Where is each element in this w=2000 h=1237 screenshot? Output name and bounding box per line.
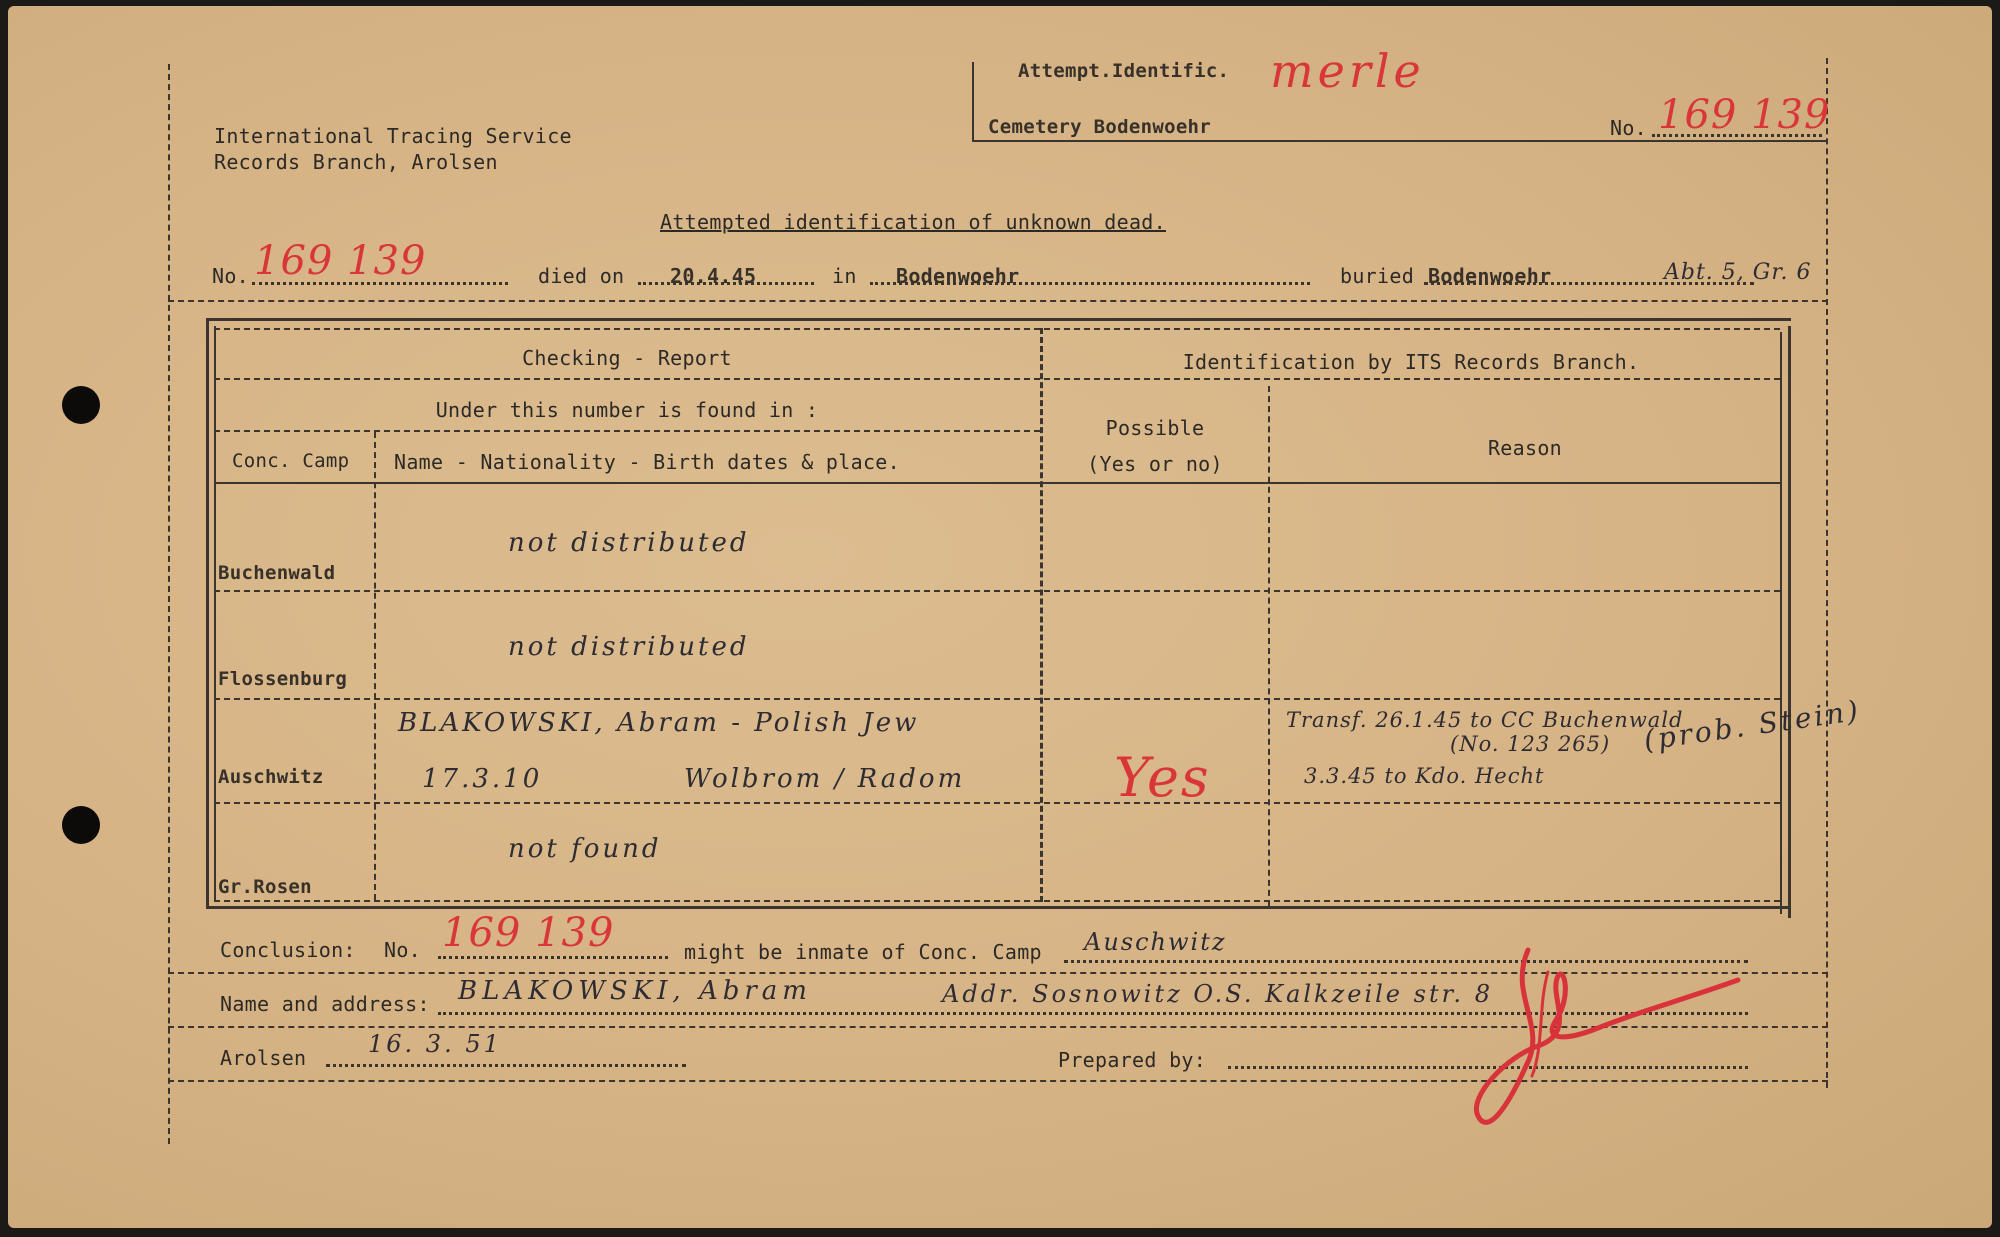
camp-buchenwald: Buchenwald — [218, 562, 336, 584]
record-line-rule — [168, 300, 1828, 302]
address-value: Addr. Sosnowitz O.S. Kalkzeile str. 8 — [942, 980, 1493, 1008]
camp-col-header: Conc. Camp — [232, 450, 350, 472]
row-line-6 — [214, 802, 1780, 804]
entry-auschwitz-name: BLAKOWSKI, Abram - Polish Jew — [398, 708, 920, 738]
camp-auschwitz: Auschwitz — [218, 766, 324, 788]
name-value: BLAKOWSKI, Abram — [458, 976, 812, 1006]
date-value: 16. 3. 51 — [368, 1030, 502, 1058]
name-address-label: Name and address: — [220, 992, 430, 1016]
reason-line-2: (No. 123 265) — [1450, 732, 1611, 756]
left-margin-line — [168, 64, 170, 1144]
conclusion-no-value: 169 139 — [442, 910, 615, 956]
table-left — [206, 318, 209, 908]
col-line-report — [1040, 328, 1043, 902]
camp-flossenburg: Flossenburg — [218, 668, 348, 690]
row-line-3 — [214, 482, 1780, 484]
in-value: Bodenwoehr — [896, 264, 1020, 288]
table-bottom — [206, 906, 1791, 909]
conclusion-no-dots — [438, 956, 668, 959]
camp-grrosen: Gr.Rosen — [218, 876, 312, 898]
died-label: died on — [538, 264, 625, 288]
header-box-bottom — [972, 140, 1828, 142]
table-top — [206, 318, 1791, 321]
inner-right — [1780, 332, 1782, 914]
entry-auschwitz-birthplace: Wolbrom / Radom — [684, 764, 966, 794]
conclusion-no-label: No. — [384, 938, 422, 962]
row-line-1 — [214, 378, 1780, 380]
might-be-text: might be inmate of Conc. Camp — [684, 940, 1042, 964]
record-no-label: No. — [212, 264, 250, 288]
buried-label: buried — [1340, 264, 1415, 288]
entry-buchenwald: not distributed — [508, 528, 750, 558]
conclusion-label: Conclusion: — [220, 938, 356, 962]
col-line-camp — [374, 432, 376, 900]
header-no-value: 169 139 — [1658, 92, 1831, 138]
table-right — [1788, 326, 1791, 918]
possible-header-1: Possible — [1105, 416, 1205, 440]
attempt-handwritten: merle — [1270, 44, 1425, 98]
right-margin-line — [1826, 58, 1828, 1088]
inner-bottom — [214, 900, 1780, 902]
row-line-2 — [214, 430, 1040, 432]
entry-auschwitz-birthdate: 17.3.10 — [422, 764, 543, 794]
name-col-header: Name - Nationality - Birth dates & place. — [394, 450, 900, 474]
red-signature — [1468, 936, 1768, 1136]
record-no-value: 169 139 — [254, 238, 427, 284]
date-dots — [326, 1064, 686, 1067]
cemetery-label: Cemetery Bodenwoehr — [988, 116, 1212, 138]
reason-note: (prob. Stein) — [1641, 693, 1863, 757]
possible-yes: Yes — [1114, 746, 1211, 809]
buried-value: Bodenwoehr — [1428, 264, 1552, 288]
identification-header: Identification by ITS Records Branch. — [1182, 350, 1640, 374]
entry-grrosen: not found — [508, 834, 662, 864]
row-line-4 — [214, 590, 1780, 592]
reason-header: Reason — [1487, 436, 1563, 460]
its-line-1: International Tracing Service — [214, 124, 572, 148]
died-value: 20.4.45 — [670, 264, 757, 288]
row-line-5 — [214, 698, 1780, 700]
punch-hole-top — [62, 386, 100, 424]
reason-line-3: 3.3.45 to Kdo. Hecht — [1304, 764, 1545, 788]
record-card — [8, 6, 1992, 1228]
punch-hole-bottom — [62, 806, 100, 844]
conclusion-camp: Auschwitz — [1084, 928, 1227, 956]
document-title: Attempted identification of unknown dead. — [660, 210, 1166, 234]
grave-value: Abt. 5, Gr. 6 — [1664, 260, 1812, 285]
header-no-label: No. — [1610, 116, 1648, 140]
prepared-by-label: Prepared by: — [1058, 1048, 1207, 1072]
its-line-2: Records Branch, Arolsen — [214, 150, 498, 174]
arolsen-label: Arolsen — [220, 1046, 307, 1070]
attempt-label: Attempt.Identific. — [1018, 60, 1230, 82]
inner-top — [214, 328, 1780, 330]
under-number-header: Under this number is found in : — [435, 398, 819, 422]
checking-report-header: Checking - Report — [522, 346, 732, 370]
in-label: in — [832, 264, 857, 288]
possible-header-2: (Yes or no) — [1087, 452, 1223, 476]
reason-line-1: Transf. 26.1.45 to CC Buchenwald — [1286, 708, 1684, 732]
col-line-reason — [1268, 386, 1270, 906]
entry-flossenburg: not distributed — [508, 632, 750, 662]
header-box-left — [972, 62, 974, 142]
